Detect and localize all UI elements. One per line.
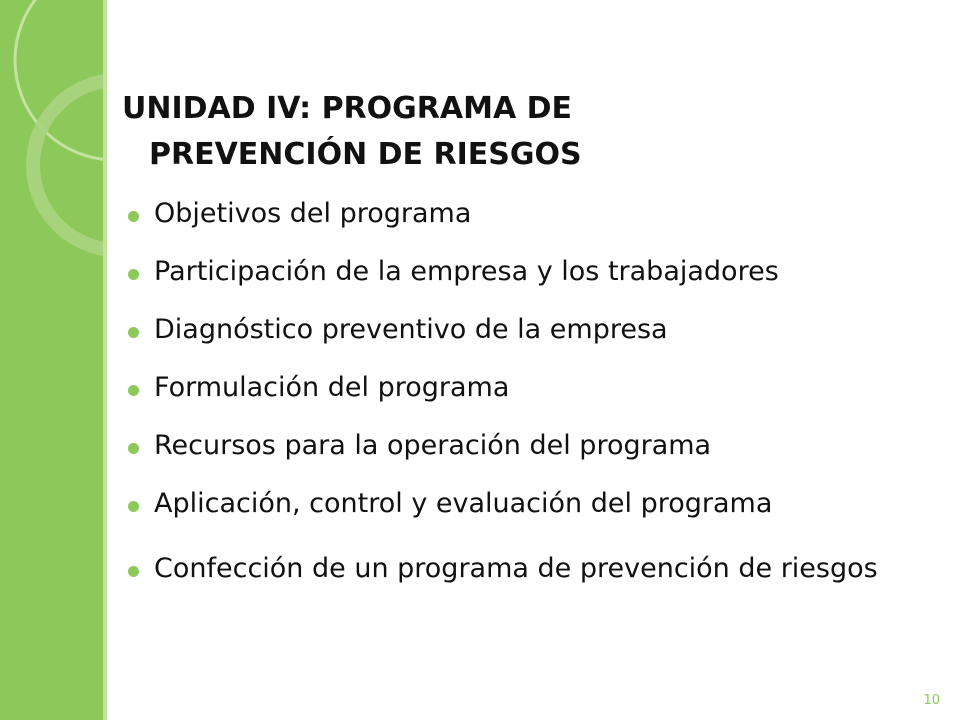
bullet-text: Participación de la empresa y los trabajadores (154, 256, 779, 287)
slide-title-line-2: PREVENCIÓN DE RIESGOS (149, 137, 582, 172)
bullet-text: Formulación del programa (154, 372, 510, 403)
bullet-dot-icon (128, 566, 139, 577)
bullet-dot-icon (128, 443, 139, 454)
green-sidebar (0, 0, 107, 720)
bullet-text: Diagnóstico preventivo de la empresa (154, 314, 668, 345)
bullet-item (122, 314, 952, 346)
bullet-dot-icon (128, 327, 139, 338)
bullet-dot-icon (128, 501, 139, 512)
bullet-dot-icon (128, 211, 139, 222)
bullet-text: Aplicación, control y evaluación del programa (154, 488, 773, 519)
slide-title-line-1: UNIDAD IV: PROGRAMA DE (122, 91, 573, 126)
bullet-text: Objetivos del programa (154, 198, 472, 229)
bullet-item (122, 372, 952, 404)
bullet-text: Recursos para la operación del programa (154, 430, 712, 461)
bullet-item (122, 546, 952, 592)
sidebar-edge (103, 0, 107, 720)
bullet-item (122, 198, 952, 230)
bullet-dot-icon (128, 269, 139, 280)
bullet-item (122, 430, 952, 462)
page-number: 10 (923, 693, 940, 708)
bullet-item (122, 256, 952, 288)
bullet-item (122, 488, 952, 520)
decorative-circles (0, 0, 107, 720)
bullet-dot-icon (128, 385, 139, 396)
bullet-text: Confección de un programa de prevención de riesgos (154, 553, 878, 584)
bullet-list (122, 198, 952, 592)
slide-title (122, 86, 922, 178)
